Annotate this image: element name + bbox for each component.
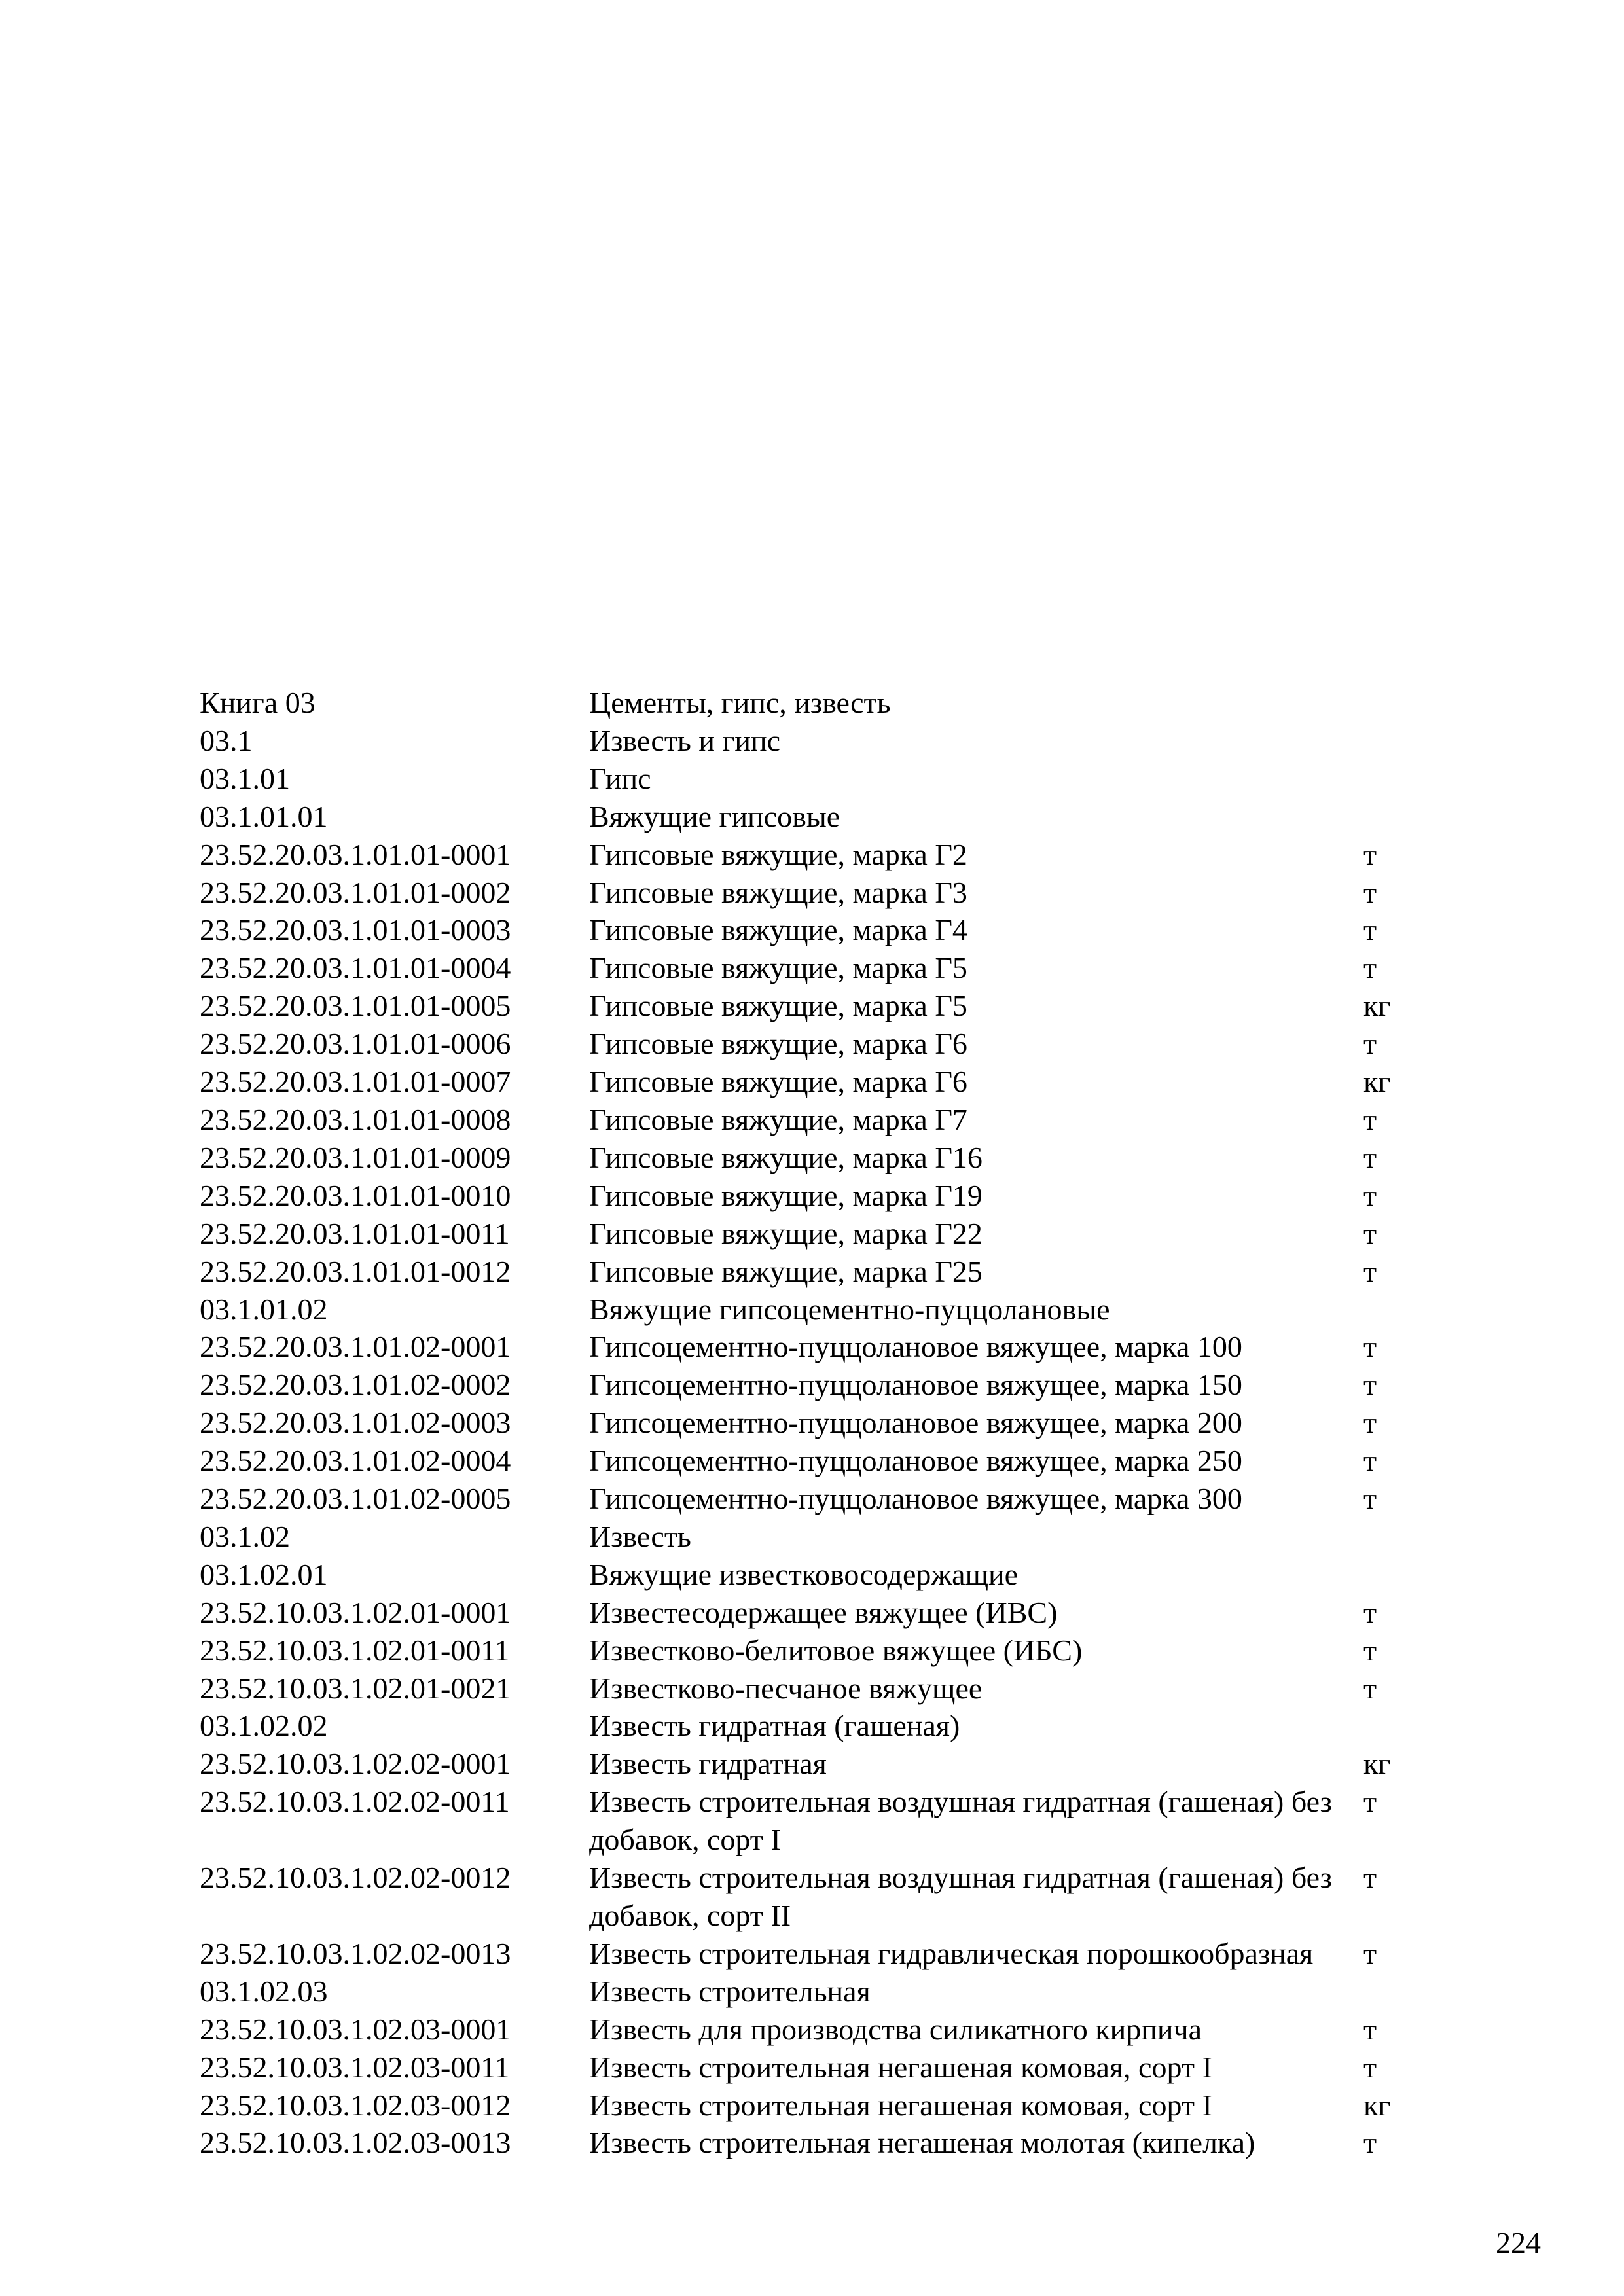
row-name: Гипсовые вяжущие, марка Г6 bbox=[589, 1027, 967, 1061]
catalog-row bbox=[200, 1783, 1443, 1859]
row-name: Известь строительная bbox=[589, 1974, 871, 2008]
row-code: 23.52.10.03.1.02.03-0001 bbox=[200, 2012, 511, 2046]
row-code: 23.52.10.03.1.02.02-0011 bbox=[200, 1785, 510, 1819]
row-unit: т bbox=[1363, 1140, 1377, 1174]
row-unit: т bbox=[1363, 1671, 1377, 1705]
row-unit: т bbox=[1363, 837, 1377, 871]
catalog-row bbox=[200, 1404, 1443, 1442]
row-code: 23.52.10.03.1.02.01-0021 bbox=[200, 1671, 511, 1705]
catalog-list bbox=[200, 684, 1443, 2162]
row-name: Гипсоцементно-пуццолановое вяжущее, марка 250 bbox=[589, 1444, 1242, 1478]
row-code: 23.52.20.03.1.01.01-0006 bbox=[200, 1027, 511, 1061]
row-code: Книга 03 bbox=[200, 686, 316, 719]
row-name: Вяжущие гипсовые bbox=[589, 799, 840, 833]
row-unit: т bbox=[1363, 1178, 1377, 1212]
catalog-row bbox=[200, 911, 1443, 949]
row-code: 23.52.10.03.1.02.03-0011 bbox=[200, 2050, 510, 2084]
row-unit: т bbox=[1363, 1368, 1377, 1402]
catalog-row bbox=[200, 1670, 1443, 1708]
row-code: 23.52.10.03.1.02.01-0001 bbox=[200, 1595, 511, 1629]
row-name: Гипсовые вяжущие, марка Г4 bbox=[589, 913, 967, 947]
row-code: 03.1.02.02 bbox=[200, 1709, 328, 1743]
catalog-row bbox=[200, 2011, 1443, 2049]
catalog-row bbox=[200, 1973, 1443, 2011]
catalog-row bbox=[200, 1518, 1443, 1556]
row-unit: т bbox=[1363, 1406, 1377, 1440]
catalog-row bbox=[200, 1101, 1443, 1139]
row-code: 23.52.20.03.1.01.01-0004 bbox=[200, 951, 511, 985]
row-unit: т bbox=[1363, 913, 1377, 947]
catalog-row bbox=[200, 1063, 1443, 1101]
row-unit: т bbox=[1363, 951, 1377, 985]
row-name: Известь гидратная bbox=[589, 1747, 827, 1781]
row-name: Известь и гипс bbox=[589, 723, 781, 757]
catalog-row bbox=[200, 1632, 1443, 1670]
row-unit: т bbox=[1363, 1595, 1377, 1629]
catalog-row bbox=[200, 949, 1443, 987]
row-code: 03.1.02 bbox=[200, 1519, 290, 1553]
row-unit: т bbox=[1363, 1444, 1377, 1478]
catalog-row bbox=[200, 760, 1443, 798]
row-name: Гипс bbox=[589, 761, 651, 795]
catalog-row bbox=[200, 1025, 1443, 1063]
catalog-row bbox=[200, 1366, 1443, 1404]
page-number: 224 bbox=[1496, 2226, 1541, 2259]
row-name: Гипсовые вяжущие, марка Г3 bbox=[589, 875, 967, 909]
row-name: Известесодержащее вяжущее (ИВС) bbox=[589, 1595, 1058, 1629]
row-unit: т bbox=[1363, 2126, 1377, 2160]
catalog-row bbox=[200, 684, 1443, 722]
catalog-row bbox=[200, 1139, 1443, 1177]
row-unit: т bbox=[1363, 875, 1377, 909]
catalog-row bbox=[200, 987, 1443, 1025]
row-name: Известь для производства силикатного кирпича bbox=[589, 2012, 1202, 2046]
row-name: Известь строительная воздушная гидратная (гашеная) без добавок, сорт II bbox=[589, 1861, 1332, 1932]
catalog-row bbox=[200, 1745, 1443, 1783]
row-unit: кг bbox=[1363, 1065, 1391, 1099]
catalog-row bbox=[200, 1177, 1443, 1215]
row-name: Известково-песчаное вяжущее bbox=[589, 1671, 983, 1705]
row-name: Гипсоцементно-пуццолановое вяжущее, марка 300 bbox=[589, 1482, 1242, 1516]
row-unit: т bbox=[1363, 1254, 1377, 1288]
row-code: 23.52.20.03.1.01.01-0012 bbox=[200, 1254, 511, 1288]
row-code: 23.52.20.03.1.01.01-0011 bbox=[200, 1216, 510, 1250]
row-unit: т bbox=[1363, 1330, 1377, 1364]
row-unit: т bbox=[1363, 1027, 1377, 1061]
row-unit: т bbox=[1363, 1861, 1377, 1895]
row-name: Гипсовые вяжущие, марка Г5 bbox=[589, 989, 967, 1023]
row-unit: т bbox=[1363, 2012, 1377, 2046]
row-name: Известь гидратная (гашеная) bbox=[589, 1709, 960, 1743]
catalog-row bbox=[200, 2124, 1443, 2162]
row-code: 23.52.10.03.1.02.03-0013 bbox=[200, 2126, 511, 2160]
row-name: Известь строительная негашеная комовая, сорт I bbox=[589, 2088, 1212, 2122]
row-unit: т bbox=[1363, 1936, 1377, 1970]
row-code: 23.52.20.03.1.01.01-0002 bbox=[200, 875, 511, 909]
row-name: Известь строительная негашеная комовая, сорт I bbox=[589, 2050, 1212, 2084]
catalog-row bbox=[200, 874, 1443, 912]
catalog-row bbox=[200, 1215, 1443, 1253]
row-name: Гипсовые вяжущие, марка Г22 bbox=[589, 1216, 983, 1250]
row-unit: т bbox=[1363, 1216, 1377, 1250]
row-code: 03.1.02.03 bbox=[200, 1974, 328, 2008]
catalog-row bbox=[200, 1707, 1443, 1745]
catalog-row bbox=[200, 1594, 1443, 1632]
row-code: 23.52.20.03.1.01.01-0010 bbox=[200, 1178, 511, 1212]
row-code: 03.1.02.01 bbox=[200, 1557, 328, 1591]
row-name: Гипсовые вяжущие, марка Г5 bbox=[589, 951, 967, 985]
catalog-row bbox=[200, 2049, 1443, 2087]
row-code: 23.52.20.03.1.01.01-0003 bbox=[200, 913, 511, 947]
row-code: 03.1 bbox=[200, 723, 253, 757]
row-code: 23.52.20.03.1.01.02-0001 bbox=[200, 1330, 511, 1364]
row-unit: т bbox=[1363, 1633, 1377, 1667]
row-name: Гипсовые вяжущие, марка Г2 bbox=[589, 837, 967, 871]
row-unit: т bbox=[1363, 1785, 1377, 1819]
row-name: Известково-белитовое вяжущее (ИБС) bbox=[589, 1633, 1083, 1667]
row-code: 23.52.10.03.1.02.02-0013 bbox=[200, 1936, 511, 1970]
row-name: Известь строительная негашеная молотая (кипелка) bbox=[589, 2126, 1255, 2160]
row-unit: т bbox=[1363, 1102, 1377, 1136]
catalog-row bbox=[200, 1291, 1443, 1329]
row-name: Гипсовые вяжущие, марка Г16 bbox=[589, 1140, 983, 1174]
catalog-row bbox=[200, 1859, 1443, 1935]
row-name: Гипсовые вяжущие, марка Г7 bbox=[589, 1102, 967, 1136]
row-name: Известь строительная воздушная гидратная (гашеная) без добавок, сорт I bbox=[589, 1785, 1332, 1857]
row-name: Вяжущие известковосодержащие bbox=[589, 1557, 1019, 1591]
row-code: 23.52.20.03.1.01.01-0009 bbox=[200, 1140, 511, 1174]
row-code: 23.52.20.03.1.01.01-0008 bbox=[200, 1102, 511, 1136]
catalog-row bbox=[200, 1253, 1443, 1291]
row-name: Гипсоцементно-пуццолановое вяжущее, марка 100 bbox=[589, 1330, 1242, 1364]
row-unit: кг bbox=[1363, 2088, 1391, 2122]
catalog-row bbox=[200, 836, 1443, 874]
row-code: 23.52.20.03.1.01.01-0001 bbox=[200, 837, 511, 871]
catalog-row bbox=[200, 1328, 1443, 1366]
row-name: Вяжущие гипсоцементно-пуццолановые bbox=[589, 1292, 1110, 1326]
row-code: 23.52.10.03.1.02.03-0012 bbox=[200, 2088, 511, 2122]
row-code: 23.52.10.03.1.02.02-0012 bbox=[200, 1861, 511, 1895]
row-code: 23.52.10.03.1.02.02-0001 bbox=[200, 1747, 511, 1781]
row-name: Гипсовые вяжущие, марка Г25 bbox=[589, 1254, 983, 1288]
catalog-row bbox=[200, 798, 1443, 836]
row-code: 03.1.01 bbox=[200, 761, 290, 795]
row-code: 03.1.01.02 bbox=[200, 1292, 328, 1326]
catalog-row bbox=[200, 1556, 1443, 1594]
catalog-row bbox=[200, 1442, 1443, 1480]
row-code: 23.52.20.03.1.01.02-0004 bbox=[200, 1444, 511, 1478]
catalog-row bbox=[200, 722, 1443, 760]
catalog-row bbox=[200, 1480, 1443, 1518]
row-code: 03.1.01.01 bbox=[200, 799, 328, 833]
row-unit: т bbox=[1363, 1482, 1377, 1516]
catalog-row bbox=[200, 1935, 1443, 1973]
row-name: Гипсоцементно-пуццолановое вяжущее, марка 150 bbox=[589, 1368, 1242, 1402]
row-name: Гипсовые вяжущие, марка Г6 bbox=[589, 1065, 967, 1099]
row-name: Известь строительная гидравлическая порошкообразная bbox=[589, 1936, 1314, 1970]
row-code: 23.52.20.03.1.01.01-0007 bbox=[200, 1065, 511, 1099]
row-code: 23.52.20.03.1.01.02-0002 bbox=[200, 1368, 511, 1402]
row-name: Цементы, гипс, известь bbox=[589, 686, 891, 719]
row-code: 23.52.10.03.1.02.01-0011 bbox=[200, 1633, 510, 1667]
catalog-row bbox=[200, 2087, 1443, 2125]
row-unit: т bbox=[1363, 2050, 1377, 2084]
row-name: Гипсовые вяжущие, марка Г19 bbox=[589, 1178, 983, 1212]
row-unit: кг bbox=[1363, 1747, 1391, 1781]
row-code: 23.52.20.03.1.01.02-0005 bbox=[200, 1482, 511, 1516]
row-name: Известь bbox=[589, 1519, 691, 1553]
row-code: 23.52.20.03.1.01.01-0005 bbox=[200, 989, 511, 1023]
row-name: Гипсоцементно-пуццолановое вяжущее, марка 200 bbox=[589, 1406, 1242, 1440]
row-code: 23.52.20.03.1.01.02-0003 bbox=[200, 1406, 511, 1440]
row-unit: кг bbox=[1363, 989, 1391, 1023]
